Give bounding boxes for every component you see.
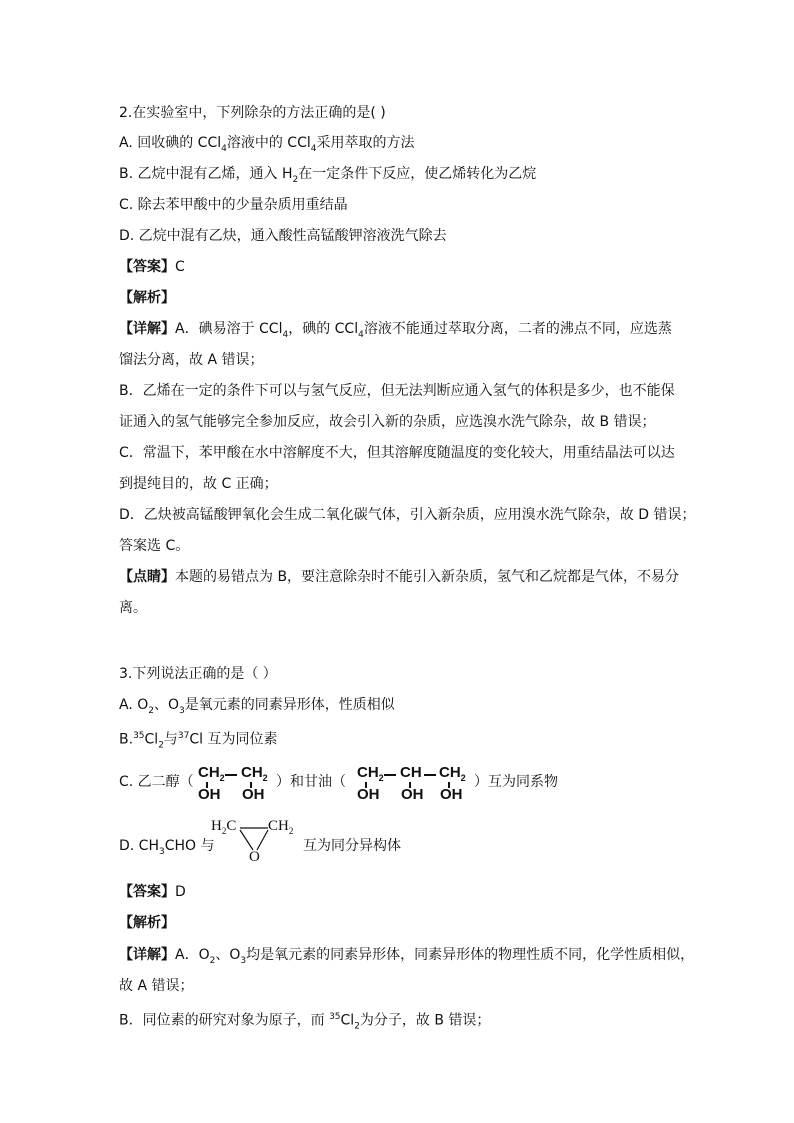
q2-detail-line-7: D．乙炔被高锰酸钾氧化会生成二氧化碳气体，引入新杂质，应用溴水洗气除杂，故 D 错误；	[119, 507, 696, 523]
glycerol-ch2-1: $CH_2$	[357, 764, 384, 783]
epoxide-h2c: $H_2C$	[211, 818, 237, 836]
bond-line	[384, 774, 396, 776]
epoxide-ring-bonds	[236, 822, 276, 854]
q3-answer: 【答案】D	[119, 884, 186, 900]
glycol-ch2-1: $CH_2$	[198, 764, 225, 783]
q2-detail-line-8: 答案选 C。	[119, 538, 190, 554]
q3-option-d-prefix: D. $CH_3CHO$ 与	[119, 838, 215, 857]
q3-option-b: $B.^{35}Cl_2$与$^{37}$Cl 互为同位素	[119, 731, 278, 751]
q3-detail-line-1: 【详解】A．$O_2$、$O_3$均是氧元素的同素异形体，同素异形体的物理性质不同，化学性质相似，	[119, 947, 695, 966]
glycol-oh-2: OH	[242, 786, 265, 803]
q3-option-d-suffix: 互为同分异构体	[303, 838, 401, 854]
glycol-oh-1: OH	[198, 786, 221, 803]
glycerol-ch: CH	[400, 764, 422, 781]
q3-option-a: A. $O_2$、$O_3$是氧元素的同素异形体，性质相似	[119, 697, 395, 716]
epoxide-oxygen: O	[249, 849, 260, 865]
q2-option-a: A. 回收碘的 CCl$_4$溶液中的 CCl$_4$采用萃取的方法	[119, 135, 415, 154]
glycerol-oh-3: OH	[440, 786, 463, 803]
glycerol-oh-2: OH	[401, 786, 424, 803]
q3-analysis-tag: 【解析】	[119, 915, 175, 931]
glycerol-ch2-2: $CH_2$	[439, 764, 466, 783]
q3-stem: 3.下列说法正确的是（ ）	[119, 666, 277, 682]
q2-answer: 【答案】C	[119, 259, 185, 275]
q2-option-c: C. 除去苯甲酸中的少量杂质用重结晶	[119, 197, 348, 213]
glycol-ch2-2: $CH_2$	[241, 764, 268, 783]
epoxide-ch2: $CH_2$	[268, 818, 294, 836]
q2-option-d: D. 乙烷中混有乙炔，通入酸性高锰酸钾溶液洗气除去	[119, 228, 447, 244]
q2-detail-line-1: 【详解】A．碘易溶于 CCl$_4$，碘的 CCl$_4$溶液不能通过萃取分离，二者的沸点不同，应选蒸	[119, 321, 672, 340]
q2-analysis-tag: 【解析】	[119, 290, 175, 306]
q2-detail-line-3: B．乙烯在一定的条件下可以与氢气反应，但无法判断应通入氢气的体积是多少，也不能保	[119, 383, 675, 399]
q2-option-b: B. 乙烷中混有乙烯，通入 $H_2$在一定条件下反应，使乙烯转化为乙烷	[119, 166, 537, 185]
q2-detail-line-6: 到提纯目的，故 C 正确；	[119, 476, 278, 492]
q3-option-c-prefix: C. 乙二醇（	[119, 774, 194, 790]
q3-detail-line-2: 故 A 错误；	[119, 978, 194, 994]
q2-point-line-2: 离。	[119, 600, 147, 616]
q2-detail-line-5: C．常温下，苯甲酸在水中溶解度不大，但其溶解度随温度的变化较大，用重结晶法可以达	[119, 445, 675, 461]
q2-detail-line-4: 证通入的氢气能够完全参加反应，故会引入新的杂质，应选溴水洗气除杂，故 B 错误；	[119, 414, 656, 430]
q2-stem: 2.在实验室中，下列除杂的方法正确的是( )	[119, 105, 386, 121]
q2-point-line-1: 【点睛】本题的易错点为 B，要注意除杂时不能引入新杂质，氢气和乙烷都是气体，不易分	[119, 569, 680, 585]
bond-line	[225, 774, 237, 776]
bond-line	[424, 774, 436, 776]
glycerol-oh-1: OH	[357, 786, 380, 803]
q2-detail-line-2: 馏法分离，故 A 错误；	[119, 352, 264, 368]
q3-option-c-suffix: ）互为同系物	[474, 774, 558, 790]
q3-option-c-mid: ）和甘油（	[276, 774, 346, 790]
q3-detail-line-3: B．同位素的研究对象为原子，而 $^{35}Cl_2$为分子，故 B 错误；	[119, 1012, 491, 1032]
